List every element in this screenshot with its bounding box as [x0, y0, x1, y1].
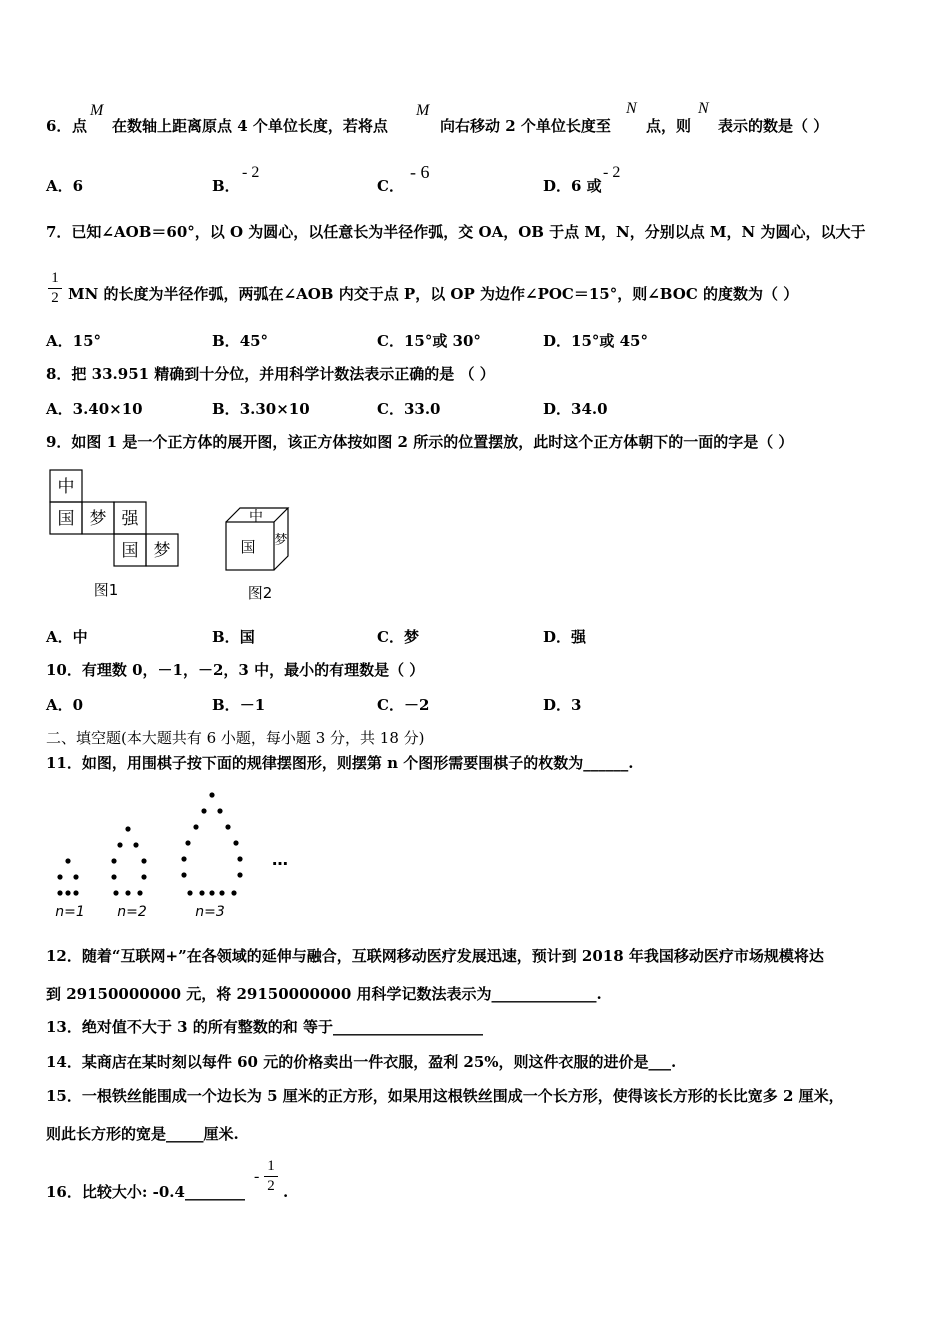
- go-stone: [237, 856, 242, 861]
- q12-line-2: 到 29150000000 元，将 29150000000 用科学记数法表示为______________.: [46, 985, 602, 1003]
- go-stone: [137, 890, 142, 895]
- go-stone: [209, 890, 214, 895]
- q6-option-b-value: - 2: [242, 164, 260, 181]
- cube-front-face: 国: [240, 538, 256, 556]
- go-stone: [181, 856, 186, 861]
- pattern-ellipsis: …: [272, 850, 288, 869]
- q8-line: 8．把 33.951 精确到十分位，并用科学计数法表示正确的是 （ ）: [46, 365, 495, 383]
- go-stone: [125, 826, 130, 831]
- q9-option-d: D．强: [543, 628, 587, 646]
- q6-option-c-label: C．: [377, 177, 404, 195]
- q6-option-c-value: - 6: [410, 162, 430, 182]
- go-stone: [73, 890, 78, 895]
- go-stone: [231, 890, 236, 895]
- net-cell-3: 梦: [89, 509, 107, 529]
- q7-option-b: B．45°: [212, 332, 269, 350]
- go-stone: [65, 890, 70, 895]
- go-stone: [117, 842, 122, 847]
- go-stone: [237, 872, 242, 877]
- go-stone: [111, 874, 116, 879]
- q7-line-2: MN 的长度为半径作弧，两弧在∠AOB 内交于点 P，以 OP 为边作∠POC＝15°，则∠BOC 的度数为（ ）: [68, 285, 799, 303]
- go-stone: [225, 824, 230, 829]
- q6-var-n2: N: [698, 100, 709, 117]
- q7-fraction: [48, 270, 62, 307]
- go-stone: [233, 840, 238, 845]
- q7-frac-num: 1: [51, 270, 59, 286]
- q10-option-b: B．－1: [212, 696, 266, 714]
- q10-line: 10．有理数 0，－1，－2，3 中，最小的有理数是（ ）: [46, 661, 425, 679]
- q6-number: 6．: [46, 117, 72, 135]
- q15-line-2: 则此长方形的宽是_____厘米.: [46, 1125, 239, 1143]
- q13-line: 13．绝对值不大于 3 的所有整数的和 等于____________________: [46, 1018, 483, 1036]
- q6-text-3: 向右移动 2 个单位长度至: [440, 117, 611, 135]
- q7-option-c: C．15°或 30°: [377, 332, 481, 350]
- section-2-heading: 二、填空题(本大题共有 6 小题，每小题 3 分，共 18 分): [46, 729, 425, 747]
- q6-option-d-extra: - 2: [603, 164, 621, 181]
- q7-frac-den: 2: [51, 290, 59, 306]
- net-cell-1: 中: [57, 477, 75, 497]
- go-stone: [199, 890, 204, 895]
- go-stone: [57, 874, 62, 879]
- q12-line-1: 12．随着“互联网+”在各领域的延伸与融合，互联网移动医疗发展迅速，预计到 2018 年我国移动医疗市场规模将达: [46, 947, 824, 965]
- q6-var-m1: M: [90, 102, 104, 119]
- q7-option-d: D．15°或 45°: [543, 332, 648, 350]
- q6-option-d: D．6 或: [543, 177, 602, 195]
- pattern-label-1: n=1: [55, 904, 85, 920]
- q10-option-a: A．0: [46, 696, 84, 714]
- go-stone: [209, 792, 214, 797]
- q9-option-c: C．梦: [377, 628, 419, 646]
- pattern-label-2: n=2: [117, 904, 147, 920]
- q9-option-a: A．中: [46, 628, 88, 646]
- q16-negative-sign: -: [254, 1168, 260, 1185]
- q6-option-b-label: B．: [212, 177, 240, 195]
- go-stone: [57, 890, 62, 895]
- q16-frac-den: 2: [267, 1178, 275, 1194]
- go-stone: [141, 858, 146, 863]
- pattern-label-3: n=3: [195, 904, 225, 920]
- q16-frac-num: 1: [267, 1158, 275, 1174]
- net-cell-6: 梦: [153, 541, 171, 561]
- go-stone: [73, 874, 78, 879]
- go-stone: [187, 890, 192, 895]
- go-stone: [111, 858, 116, 863]
- cube-figure: [218, 500, 308, 610]
- q6-text-5: 表示的数是（ ）: [718, 117, 829, 135]
- q6-text-1: 点: [72, 117, 88, 135]
- q15-line-1: 15．一根铁丝能围成一个边长为 5 厘米的正方形，如果用这根铁丝围成一个长方形，使得该长方形的长比宽多 2 厘米，: [46, 1087, 844, 1105]
- q7-option-a: A．15°: [46, 332, 102, 350]
- go-stone: [181, 872, 186, 877]
- q8-option-b: B．3.30×10: [212, 400, 310, 418]
- q6-var-n1: N: [626, 100, 637, 117]
- q10-option-d: D．3: [543, 696, 582, 714]
- q6-text-4: 点，则: [646, 117, 692, 135]
- q14-line: 14．某商店在某时刻以每件 60 元的价格卖出一件衣服，盈利 25%，则这件衣服的进价是___.: [46, 1053, 677, 1071]
- q6-text-2: 在数轴上距离原点 4 个单位长度，若将点: [112, 117, 388, 135]
- go-stone: [113, 890, 118, 895]
- q11-line: 11．如图，用围棋子按下面的规律摆图形，则摆第 n 个图形需要围棋子的枚数为______.: [46, 754, 634, 772]
- q16-period: .: [283, 1183, 289, 1201]
- go-stone: [185, 840, 190, 845]
- go-stone: [141, 874, 146, 879]
- fig2-caption: 图2: [247, 584, 273, 602]
- q16-fraction: [264, 1158, 278, 1195]
- q7-line-1: 7．已知∠AOB＝60°，以 O 为圆心，以任意长为半径作弧，交 OA，OB 于点 M，N，分别以点 M，N 为圆心，以大于: [46, 223, 866, 241]
- go-stone: [219, 890, 224, 895]
- net-cell-5: 国: [121, 541, 139, 561]
- q16-line: 16．比较大小: -0.4________: [46, 1183, 245, 1201]
- net-cell-4: 强: [121, 509, 139, 529]
- cube-net-figure: [40, 465, 200, 605]
- cube-side-face: 梦: [274, 533, 288, 548]
- q8-option-d: D．34.0: [543, 400, 608, 418]
- fig1-caption: 图1: [93, 581, 119, 599]
- q6-option-a: A．6: [46, 177, 84, 195]
- q8-option-a: A．3.40×10: [46, 400, 143, 418]
- go-stone: [125, 890, 130, 895]
- go-stone: [193, 824, 198, 829]
- q6-var-m2: M: [416, 102, 430, 119]
- cube-top-face: 中: [249, 509, 263, 525]
- go-stone: [65, 858, 70, 863]
- q10-option-c: C．－2: [377, 696, 430, 714]
- q8-option-c: C．33.0: [377, 400, 441, 418]
- go-stone: [201, 808, 206, 813]
- net-cell-2: 国: [57, 509, 75, 529]
- q9-line: 9．如图 1 是一个正方体的展开图，该正方体按如图 2 所示的位置摆放，此时这个正方体朝下的一面的字是（ ）: [46, 433, 794, 451]
- go-stone: [217, 808, 222, 813]
- q9-option-b: B．国: [212, 628, 255, 646]
- go-stone-pattern-figure: [44, 785, 304, 925]
- go-stone: [133, 842, 138, 847]
